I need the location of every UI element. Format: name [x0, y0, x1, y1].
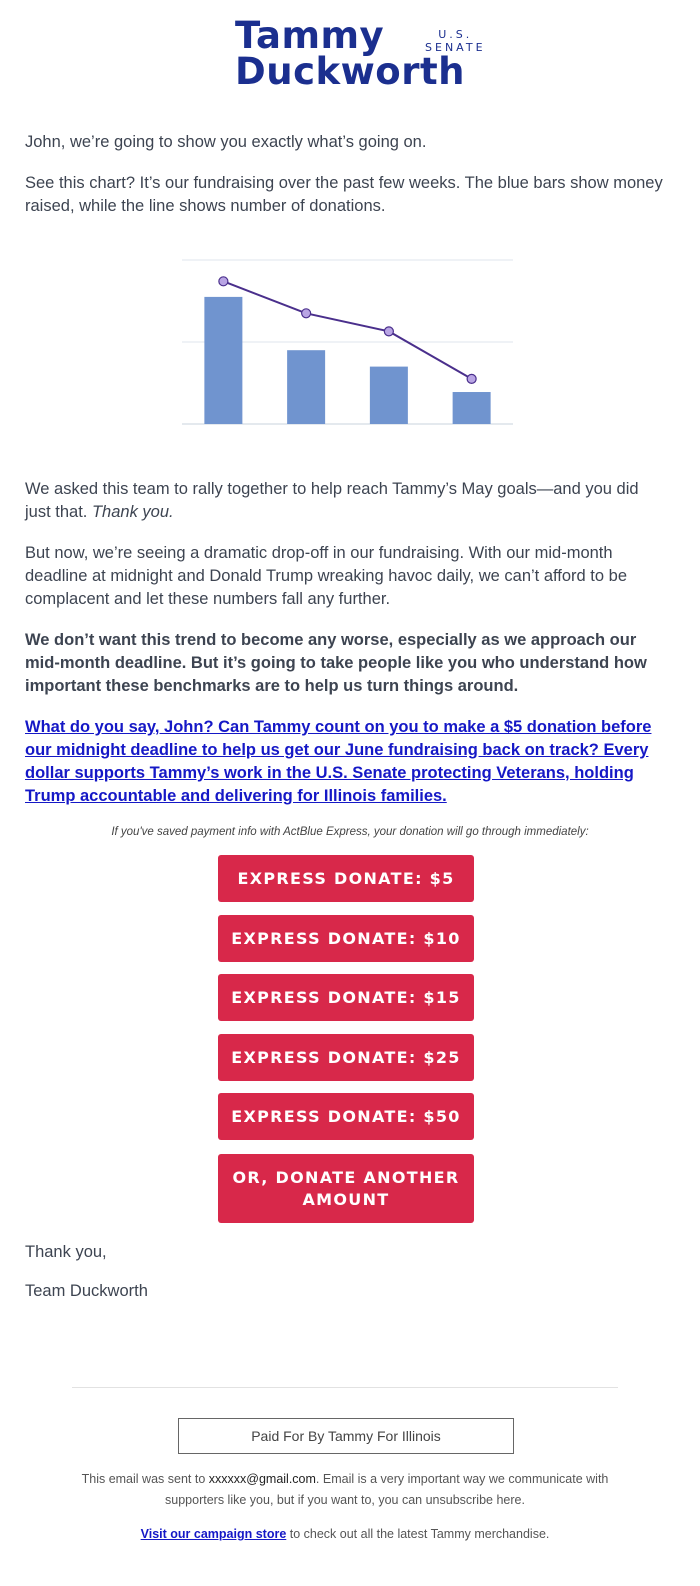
donate-ask-link[interactable]: What do you say, John? Can Tammy count on you to make a $5 donation before our midnight deadline to help us get our June fundraising back on track? Every dollar supports Tammy’s work in the U.S. Senate protecting Veterans, holding Trump accountable and delivering for Illinois families.: [25, 718, 652, 805]
chart-intro: See this chart? It’s our fundraising over the past few weeks. The blue bars show money raised, while the line shows number of donations.: [25, 174, 663, 215]
logo-senate: SENATE: [425, 41, 486, 54]
thank-you-emphasis: Thank you.: [91, 503, 174, 521]
logo-last-name: Duckworth: [235, 50, 465, 93]
footer-sent-suffix: . Email is a very important way we communicate with supporters like you, but if you want to, you can unsubscribe here.: [165, 1472, 609, 1507]
express-donate-25-button[interactable]: EXPRESS DONATE: $25: [218, 1034, 474, 1081]
signoff-team: Team Duckworth: [25, 1282, 148, 1300]
logo: [0, 14, 700, 93]
footer-email: xxxxxx@gmail.com: [208, 1472, 316, 1486]
express-donate-15-button[interactable]: EXPRESS DONATE: $15: [218, 974, 474, 1021]
chart-bar: [287, 350, 325, 424]
paragraph-dropoff: But now, we’re seeing a dramatic drop-off in our fundraising. With our mid-month deadline at midnight and Donald Trump wreaking havoc daily, we can’t afford to be complacent and let these numbers fall any further.: [25, 544, 628, 608]
chart-point: [219, 277, 228, 286]
paid-for-box: Paid For By Tammy For Illinois: [178, 1418, 514, 1454]
greeting: John, we’re going to show you exactly what’s going on.: [25, 133, 427, 151]
logo-senate-label: [425, 28, 486, 54]
express-donate-5-button[interactable]: EXPRESS DONATE: $5: [218, 855, 474, 902]
chart-donations-line: [223, 281, 471, 379]
ask-paragraph: [25, 716, 665, 808]
chart-bar: [204, 297, 242, 424]
chart-point: [384, 327, 393, 336]
chart-bar: [370, 367, 408, 424]
footer-store-suffix: to check out all the latest Tammy merchandise.: [286, 1527, 550, 1541]
chart-point: [302, 309, 311, 318]
express-donate-50-button[interactable]: EXPRESS DONATE: $50: [218, 1093, 474, 1140]
express-note: If you've saved payment info with ActBlue Express, your donation will go through immediately:: [111, 826, 589, 838]
footer-store-note: [60, 1524, 630, 1545]
signoff-thanks: Thank you,: [25, 1243, 107, 1261]
paragraph-asked-text: We asked this team to rally together to help reach Tammy’s May goals—and you did just that.: [25, 480, 639, 521]
logo-us: U.S.: [438, 28, 473, 41]
paragraph-bold: We don’t want this trend to become any worse, especially as we approach our mid-month deadline. But it’s going to take people like you who understand how important these benchmarks are to help us turn things around.: [25, 631, 647, 695]
chart-point: [467, 374, 476, 383]
footer-sent-prefix: This email was sent to: [81, 1472, 206, 1486]
express-donate-10-button[interactable]: EXPRESS DONATE: $10: [218, 915, 474, 962]
donate-other-amount-button[interactable]: OR, DONATE ANOTHER AMOUNT: [218, 1154, 474, 1223]
campaign-store-link[interactable]: Visit our campaign store: [140, 1527, 287, 1541]
paragraph-asked: [25, 478, 665, 524]
footer-divider: [72, 1387, 618, 1388]
footer-sent-note: [60, 1469, 630, 1511]
fundraising-chart: [175, 248, 520, 433]
chart-bar: [453, 392, 491, 424]
logo-first-name: Tammy: [235, 14, 385, 57]
